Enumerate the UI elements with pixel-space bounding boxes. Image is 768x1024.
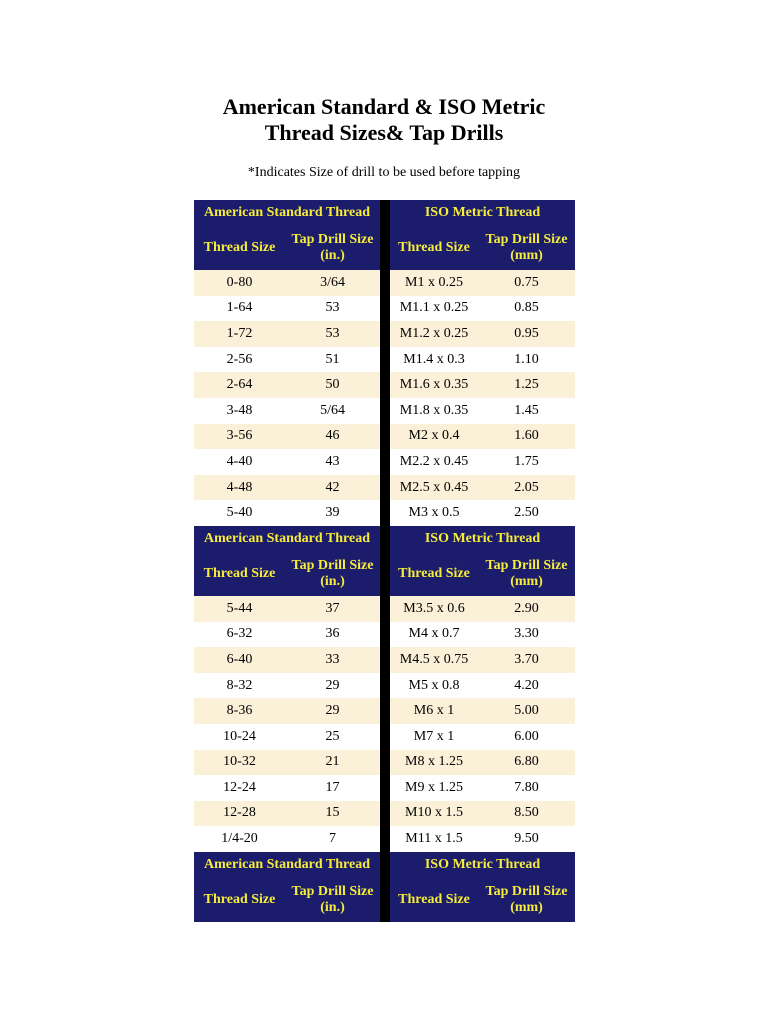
column-divider bbox=[380, 673, 390, 699]
iso-thread-size: M9 x 1.25 bbox=[390, 775, 478, 801]
iso-thread-size: M8 x 1.25 bbox=[390, 750, 478, 776]
american-tap-drill: 53 bbox=[285, 296, 380, 322]
iso-tap-drill: 6.00 bbox=[478, 724, 575, 750]
column-divider bbox=[380, 398, 390, 424]
american-tap-drill: 43 bbox=[285, 449, 380, 475]
iso-metric-header: ISO Metric Thread bbox=[390, 200, 575, 226]
column-divider bbox=[380, 647, 390, 673]
american-tap-drill: 50 bbox=[285, 372, 380, 398]
iso-thread-size: M2 x 0.4 bbox=[390, 424, 478, 450]
iso-thread-size: M4 x 0.7 bbox=[390, 622, 478, 648]
american-thread-size: 8-36 bbox=[194, 698, 285, 724]
american-thread-size: 6-32 bbox=[194, 622, 285, 648]
tap-drill-mm-header: Tap Drill Size (mm) bbox=[478, 878, 575, 922]
american-tap-drill: 5/64 bbox=[285, 398, 380, 424]
american-standard-header: American Standard Thread bbox=[194, 526, 380, 552]
page-title-line-2: Thread Sizes& Tap Drills bbox=[264, 120, 504, 145]
iso-thread-size: M2.5 x 0.45 bbox=[390, 475, 478, 501]
american-thread-size: 10-24 bbox=[194, 724, 285, 750]
iso-thread-size: M10 x 1.5 bbox=[390, 801, 478, 827]
american-tap-drill: 37 bbox=[285, 596, 380, 622]
iso-thread-size: M6 x 1 bbox=[390, 698, 478, 724]
iso-tap-drill: 1.10 bbox=[478, 347, 575, 373]
american-tap-drill: 42 bbox=[285, 475, 380, 501]
column-divider bbox=[380, 226, 390, 270]
group-header-row bbox=[194, 526, 575, 552]
american-thread-size: 5-44 bbox=[194, 596, 285, 622]
column-divider bbox=[380, 750, 390, 776]
column-divider bbox=[380, 372, 390, 398]
american-tap-drill: 29 bbox=[285, 698, 380, 724]
american-thread-size: 6-40 bbox=[194, 647, 285, 673]
column-divider bbox=[380, 449, 390, 475]
american-tap-drill: 17 bbox=[285, 775, 380, 801]
american-thread-size: 12-24 bbox=[194, 775, 285, 801]
iso-thread-size: M3 x 0.5 bbox=[390, 500, 478, 526]
iso-tap-drill: 3.30 bbox=[478, 622, 575, 648]
iso-tap-drill: 1.25 bbox=[478, 372, 575, 398]
column-divider bbox=[380, 801, 390, 827]
iso-metric-header: ISO Metric Thread bbox=[390, 852, 575, 878]
column-divider bbox=[380, 878, 390, 922]
american-thread-size: 1-72 bbox=[194, 321, 285, 347]
iso-thread-size: M1.4 x 0.3 bbox=[390, 347, 478, 373]
table-row bbox=[194, 449, 575, 475]
iso-thread-size: M1.2 x 0.25 bbox=[390, 321, 478, 347]
column-divider bbox=[380, 622, 390, 648]
american-tap-drill: 7 bbox=[285, 826, 380, 852]
iso-tap-drill: 6.80 bbox=[478, 750, 575, 776]
american-thread-size: 2-56 bbox=[194, 347, 285, 373]
table-row bbox=[194, 500, 575, 526]
iso-thread-size: M1.1 x 0.25 bbox=[390, 296, 478, 322]
table-row bbox=[194, 372, 575, 398]
iso-thread-size: M11 x 1.5 bbox=[390, 826, 478, 852]
american-tap-drill: 15 bbox=[285, 801, 380, 827]
column-divider bbox=[380, 775, 390, 801]
table-row bbox=[194, 750, 575, 776]
iso-tap-drill: 7.80 bbox=[478, 775, 575, 801]
page-title-line-1: American Standard & ISO Metric bbox=[222, 94, 546, 119]
american-thread-size: 12-28 bbox=[194, 801, 285, 827]
american-thread-size: 4-40 bbox=[194, 449, 285, 475]
american-tap-drill: 51 bbox=[285, 347, 380, 373]
tap-drill-mm-header: Tap Drill Size (mm) bbox=[478, 226, 575, 270]
tap-drill-in-header: Tap Drill Size (in.) bbox=[285, 552, 380, 596]
group-header-row bbox=[194, 852, 575, 878]
column-divider bbox=[380, 852, 390, 878]
iso-tap-drill: 0.95 bbox=[478, 321, 575, 347]
thread-size-table bbox=[194, 200, 575, 922]
iso-thread-size: M1.8 x 0.35 bbox=[390, 398, 478, 424]
iso-tap-drill: 0.75 bbox=[478, 270, 575, 296]
iso-tap-drill: 1.45 bbox=[478, 398, 575, 424]
thread-size-header: Thread Size bbox=[194, 552, 285, 596]
american-thread-size: 2-64 bbox=[194, 372, 285, 398]
table-row bbox=[194, 270, 575, 296]
thread-size-header: Thread Size bbox=[390, 878, 478, 922]
iso-metric-header: ISO Metric Thread bbox=[390, 526, 575, 552]
column-header-row bbox=[194, 878, 575, 922]
american-tap-drill: 3/64 bbox=[285, 270, 380, 296]
american-thread-size: 10-32 bbox=[194, 750, 285, 776]
american-thread-size: 0-80 bbox=[194, 270, 285, 296]
american-thread-size: 5-40 bbox=[194, 500, 285, 526]
american-thread-size: 1-64 bbox=[194, 296, 285, 322]
table-row bbox=[194, 424, 575, 450]
american-thread-size: 3-56 bbox=[194, 424, 285, 450]
column-divider bbox=[380, 500, 390, 526]
iso-thread-size: M3.5 x 0.6 bbox=[390, 596, 478, 622]
table-row bbox=[194, 698, 575, 724]
american-tap-drill: 39 bbox=[285, 500, 380, 526]
column-divider bbox=[380, 475, 390, 501]
american-tap-drill: 29 bbox=[285, 673, 380, 699]
table-row bbox=[194, 775, 575, 801]
table-row bbox=[194, 826, 575, 852]
american-tap-drill: 21 bbox=[285, 750, 380, 776]
iso-tap-drill: 8.50 bbox=[478, 801, 575, 827]
american-thread-size: 8-32 bbox=[194, 673, 285, 699]
iso-tap-drill: 2.05 bbox=[478, 475, 575, 501]
american-tap-drill: 33 bbox=[285, 647, 380, 673]
iso-tap-drill: 2.90 bbox=[478, 596, 575, 622]
column-divider bbox=[380, 826, 390, 852]
iso-thread-size: M1 x 0.25 bbox=[390, 270, 478, 296]
thread-tables bbox=[194, 200, 575, 922]
table-row bbox=[194, 622, 575, 648]
thread-size-header: Thread Size bbox=[194, 878, 285, 922]
column-divider bbox=[380, 552, 390, 596]
table-row bbox=[194, 673, 575, 699]
american-standard-header: American Standard Thread bbox=[194, 200, 380, 226]
column-divider bbox=[380, 270, 390, 296]
drill-note: *Indicates Size of drill to be used before tapping bbox=[247, 165, 521, 180]
iso-thread-size: M5 x 0.8 bbox=[390, 673, 478, 699]
column-header-row bbox=[194, 552, 575, 596]
table-row bbox=[194, 475, 575, 501]
iso-thread-size: M4.5 x 0.75 bbox=[390, 647, 478, 673]
tap-drill-mm-header: Tap Drill Size (mm) bbox=[478, 552, 575, 596]
column-divider bbox=[380, 724, 390, 750]
column-divider bbox=[380, 526, 390, 552]
column-header-row bbox=[194, 226, 575, 270]
table-row bbox=[194, 724, 575, 750]
american-thread-size: 1/4-20 bbox=[194, 826, 285, 852]
american-tap-drill: 25 bbox=[285, 724, 380, 750]
column-divider bbox=[380, 296, 390, 322]
iso-tap-drill: 3.70 bbox=[478, 647, 575, 673]
iso-tap-drill: 1.60 bbox=[478, 424, 575, 450]
iso-tap-drill: 9.50 bbox=[478, 826, 575, 852]
american-tap-drill: 53 bbox=[285, 321, 380, 347]
table-row bbox=[194, 398, 575, 424]
iso-tap-drill: 4.20 bbox=[478, 673, 575, 699]
table-row bbox=[194, 596, 575, 622]
table-row bbox=[194, 296, 575, 322]
column-divider bbox=[380, 200, 390, 226]
american-tap-drill: 46 bbox=[285, 424, 380, 450]
iso-tap-drill: 5.00 bbox=[478, 698, 575, 724]
american-thread-size: 4-48 bbox=[194, 475, 285, 501]
iso-thread-size: M2.2 x 0.45 bbox=[390, 449, 478, 475]
column-divider bbox=[380, 596, 390, 622]
table-row bbox=[194, 801, 575, 827]
tap-drill-in-header: Tap Drill Size (in.) bbox=[285, 226, 380, 270]
iso-tap-drill: 2.50 bbox=[478, 500, 575, 526]
column-divider bbox=[380, 347, 390, 373]
iso-tap-drill: 1.75 bbox=[478, 449, 575, 475]
table-row bbox=[194, 347, 575, 373]
american-thread-size: 3-48 bbox=[194, 398, 285, 424]
thread-size-header: Thread Size bbox=[194, 226, 285, 270]
table-row bbox=[194, 647, 575, 673]
iso-tap-drill: 0.85 bbox=[478, 296, 575, 322]
american-tap-drill: 36 bbox=[285, 622, 380, 648]
iso-thread-size: M7 x 1 bbox=[390, 724, 478, 750]
column-divider bbox=[380, 698, 390, 724]
column-divider bbox=[380, 424, 390, 450]
table-row bbox=[194, 321, 575, 347]
group-header-row bbox=[194, 200, 575, 226]
column-divider bbox=[380, 321, 390, 347]
american-standard-header: American Standard Thread bbox=[194, 852, 380, 878]
thread-size-header: Thread Size bbox=[390, 226, 478, 270]
iso-thread-size: M1.6 x 0.35 bbox=[390, 372, 478, 398]
thread-size-header: Thread Size bbox=[390, 552, 478, 596]
tap-drill-in-header: Tap Drill Size (in.) bbox=[285, 878, 380, 922]
